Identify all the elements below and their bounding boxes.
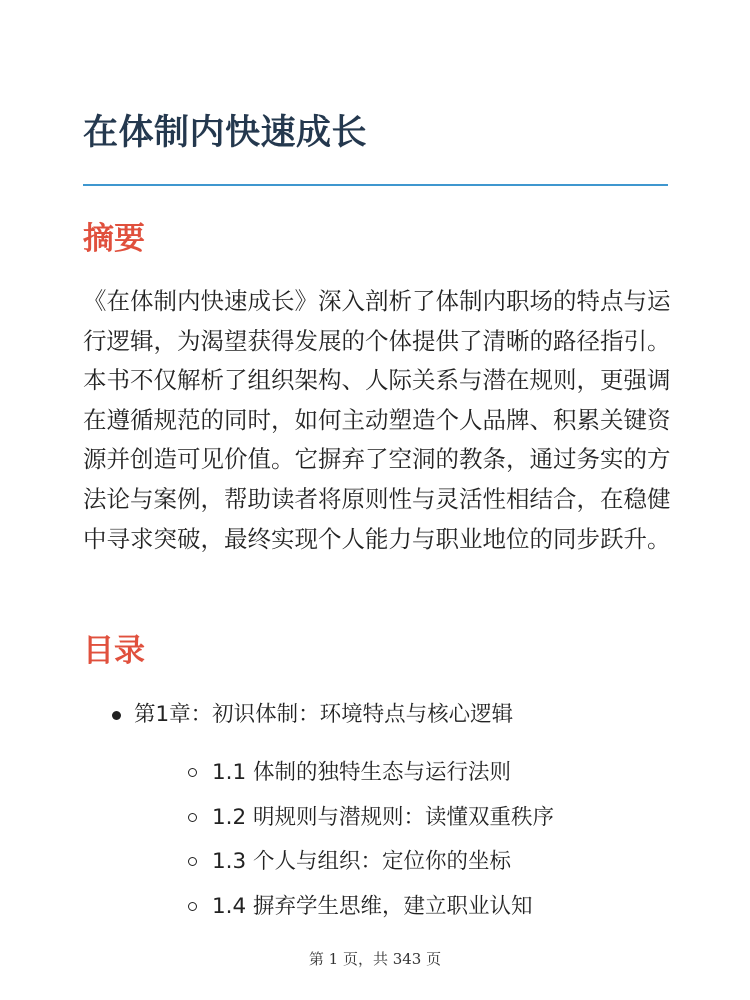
- title-divider: [83, 184, 668, 186]
- toc-chapter-label: 第1章：初识体制：环境特点与核心逻辑: [134, 702, 514, 727]
- toc-section-label: 1.2 明规则与潜规则：读懂双重秩序: [212, 804, 555, 830]
- toc-chapter-item: [110, 698, 554, 929]
- hollow-bullet-icon: [188, 902, 197, 911]
- toc-heading: 目录: [83, 633, 145, 669]
- filled-bullet-icon: [112, 711, 121, 720]
- summary-paragraph: 《在体制内快速成长》深入剖析了体制内职场的特点与运行逻辑，为渴望获得发展的个体提供了清晰的路径指引。本书不仅解析了组织架构、人际关系与潜在规则，更强调在遵循规范的同时，如何主动塑造个人品牌、积累关键资源并创造可见价值。它摒弃了空洞的教条，通过务实的方法论与案例，帮助读者将原则性与灵活性相结合，在稳健中寻求突破，最终实现个人能力与职业地位的同步跃升。: [83, 287, 671, 553]
- toc-section-label: 1.4 摒弃学生思维，建立职业认知: [212, 893, 533, 919]
- toc-section-label: 1.3 个人与组织：定位你的坐标: [212, 849, 512, 874]
- toc-section-item: [186, 885, 554, 930]
- page-number-footer: 第 1 页，共 343 页: [308, 950, 442, 968]
- toc-list: [110, 698, 554, 929]
- toc-section-label: 1.1 体制的独特生态与运行法则: [212, 760, 512, 785]
- hollow-bullet-icon: [188, 813, 197, 822]
- toc-section-item: [186, 840, 554, 885]
- toc-section-list: [134, 751, 554, 929]
- toc-section-item: [186, 796, 554, 841]
- book-title: 在体制内快速成长: [83, 113, 368, 153]
- hollow-bullet-icon: [188, 857, 197, 866]
- toc-section-item: [186, 751, 554, 796]
- hollow-bullet-icon: [188, 768, 197, 777]
- summary-heading: 摘要: [83, 221, 145, 257]
